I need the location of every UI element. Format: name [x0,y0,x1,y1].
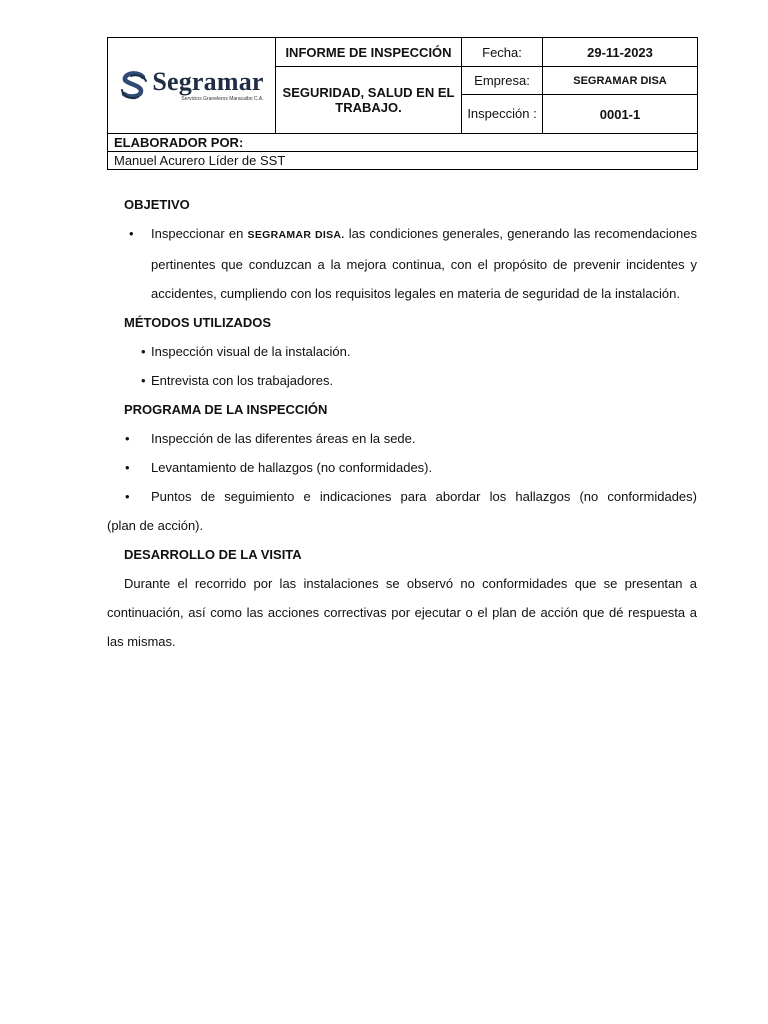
list-item [107,366,697,395]
report-subtitle: SEGURIDAD, SALUD EN EL TRABAJO. [276,67,462,134]
programa-item-1: Inspección de las diferentes áreas en la sede. [151,431,416,446]
objetivo-prefix: Inspeccionar en [151,226,244,241]
logo-cell [108,38,276,134]
objetivo-company: SEGRAMAR DISA. [247,229,345,241]
list-item [107,453,697,482]
inspeccion-label: Inspección : [462,95,543,134]
report-body [107,190,697,656]
programa-item-3-continuation: (plan de acción). [107,518,204,533]
fecha-value: 29-11-2023 [543,38,698,67]
inspeccion-value: 0001-1 [543,95,698,134]
desarrollo-paragraph: Durante el recorrido por las instalaciones se observó no conformidades que se presentan a continuación, así como las acciones correctivas por ejecutar o el plan de acción que dé respuesta a las mismas. [107,576,697,649]
bullet-dot: • [125,460,130,475]
bullet-dot: • [129,226,134,241]
list-item [107,424,697,453]
desarrollo-heading: DESARROLLO DE LA VISITA [124,547,302,562]
bullet-dot: • [141,344,146,359]
empresa-label: Empresa: [462,67,543,95]
bullet-dot: • [125,431,130,446]
segramar-logo [108,69,275,102]
empresa-value: SEGRAMAR DISA [543,67,698,95]
bullet-dot: • [141,373,146,388]
logo-name: Segramar [152,67,264,96]
report-title: INFORME DE INSPECCIÓN [276,38,462,67]
programa-heading: PROGRAMA DE LA INSPECCIÓN [124,402,328,417]
objetivo-bullet [107,219,697,308]
metodos-heading: MÉTODOS UTILIZADOS [124,315,272,330]
fecha-label: Fecha: [462,38,543,67]
segramar-s-icon [119,70,149,102]
metodo-item-2: Entrevista con los trabajadores. [151,373,334,388]
bullet-dot: • [125,489,130,504]
list-item [107,337,697,366]
programa-item-2: Levantamiento de hallazgos (no conformidades). [151,460,433,475]
elaborador-label: ELABORADOR POR: [108,134,698,152]
metodo-item-1: Inspección visual de la instalación. [151,344,351,359]
list-item [107,482,697,511]
elaborador-value: Manuel Acurero Líder de SST [108,152,698,170]
header-table [107,37,698,170]
objetivo-heading: OBJETIVO [124,197,190,212]
logo-tagline: Servicios Graneleros Maracaibo C.A. [181,96,264,102]
objetivo-text: las condiciones generales, generando las recomendaciones pertinentes que conduzcan a la mejora continua, con el propósito de prevenir incidentes y accidentes, cumpliendo con los requisitos legales en materia de seguridad de la instalación. [151,226,697,301]
programa-item-3: Puntos de seguimiento e indicaciones para abordar los hallazgos (no conformidades) [151,489,697,504]
